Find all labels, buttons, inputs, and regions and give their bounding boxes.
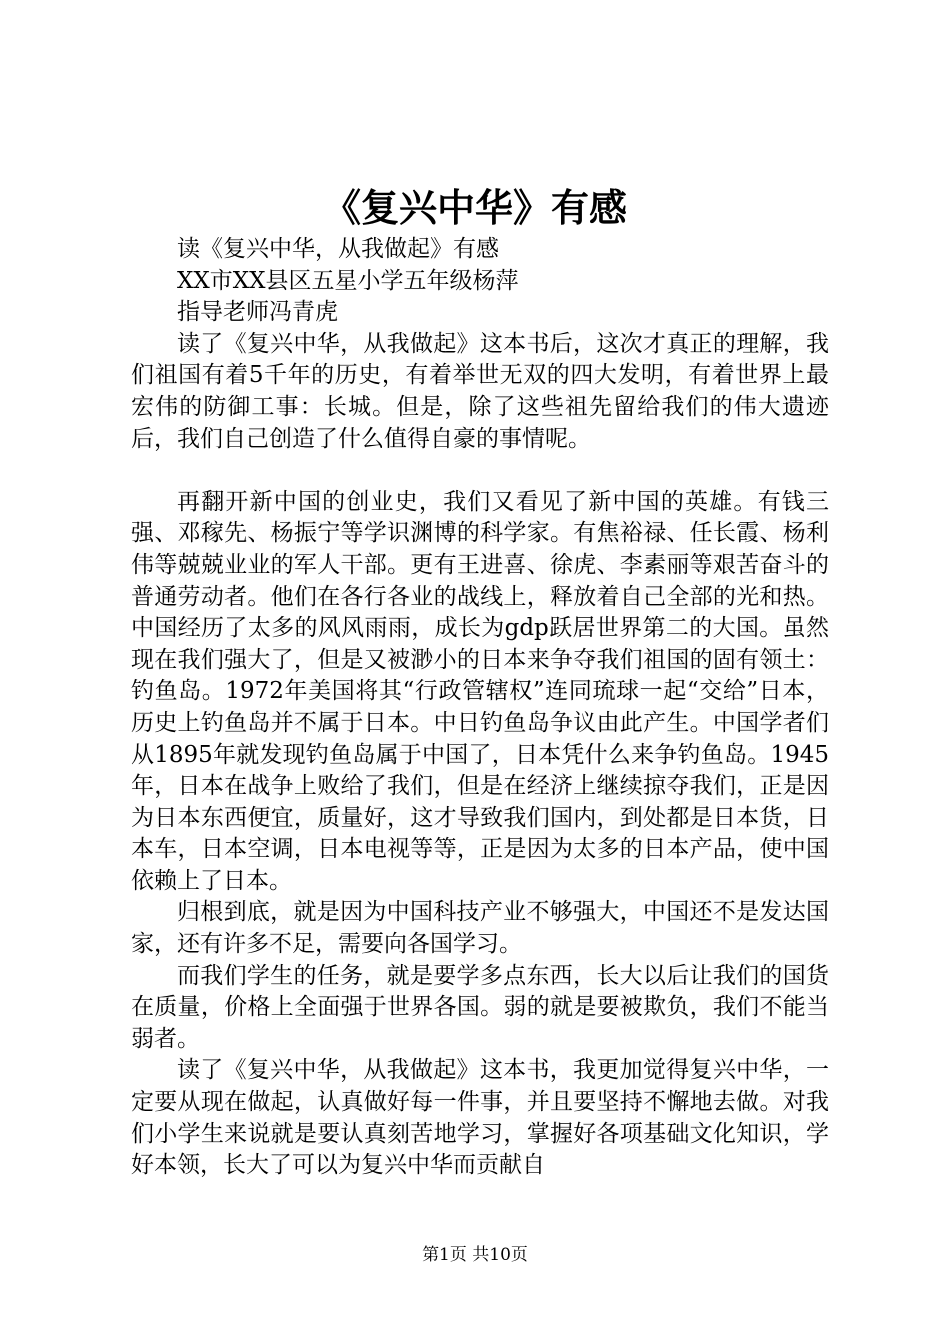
essay-subtitle: 读《复兴中华，从我做起》有感 <box>177 236 499 262</box>
page-number-footer: 第1页 共10页 <box>422 1245 528 1265</box>
teacher-line: 指导老师冯青虎 <box>177 299 338 326</box>
body-paragraph: 再翻开新中国的创业史，我们又看见了新中国的英雄。有钱三强、邓稼先、杨振宁等学识渊博的科学家。有焦裕禄、任长霞、杨利伟等兢兢业业的军人干部。更有王进喜、徐虎、李素丽等艰苦奋斗的普通劳动者。他们在各行各业的战线上，释放着自己全部的光和热。中国经历了太多的风风雨雨，成长为gdp跃居世界第二的大国。虽然现在我们强大了，但是又被渺小的日本来争夺我们祖国的固有领土：钓鱼岛。1972年美国将其“行政管辖权”连同琉球一起“交给”日本，历史上钓鱼岛并不属于日本。中日钓鱼岛争议由此产生。中国学者们从1895年就发现钓鱼岛属于中国了，日本凭什么来争钓鱼岛。1945年，日本在战争上败给了我们，但是在经济上继续掠夺我们，正是因为日本东西便宜，质量好，这才导致我们国内，到处都是日本货，日本车，日本空调，日本电视等等，正是因为太多的日本产品，使中国依赖上了日本。 <box>131 488 829 894</box>
body-paragraph: 读了《复兴中华，从我做起》这本书，我更加觉得复兴中华，一定要从现在做起，认真做好每一件事，并且要坚持不懈地去做。对我们小学生来说就是要认真刻苦地学习，掌握好各项基础文化知识，学好本领，长大了可以为复兴中华而贡献自 <box>131 1057 829 1179</box>
body-paragraph: 而我们学生的任务，就是要学多点东西，长大以后让我们的国货在质量，价格上全面强于世界各国。弱的就是要被欺负，我们不能当弱者。 <box>131 962 829 1052</box>
body-paragraph: 归根到底，就是因为中国科技产业不够强大，中国还不是发达国家，还有许多不足，需要向各国学习。 <box>131 899 829 958</box>
document-title: 《复兴中华》有感 <box>322 185 627 230</box>
document-body <box>131 234 829 1182</box>
body-paragraph: 读了《复兴中华，从我做起》这本书后，这次才真正的理解，我们祖国有着5千年的历史，有着举世无双的四大发明，有着世界上最宏伟的防御工事：长城。但是，除了这些祖先留给我们的伟大遗迹后，我们自己创造了什么值得自豪的事情呢。 <box>131 330 829 452</box>
author-line: XX市XX县区五星小学五年级杨萍 <box>177 267 519 294</box>
